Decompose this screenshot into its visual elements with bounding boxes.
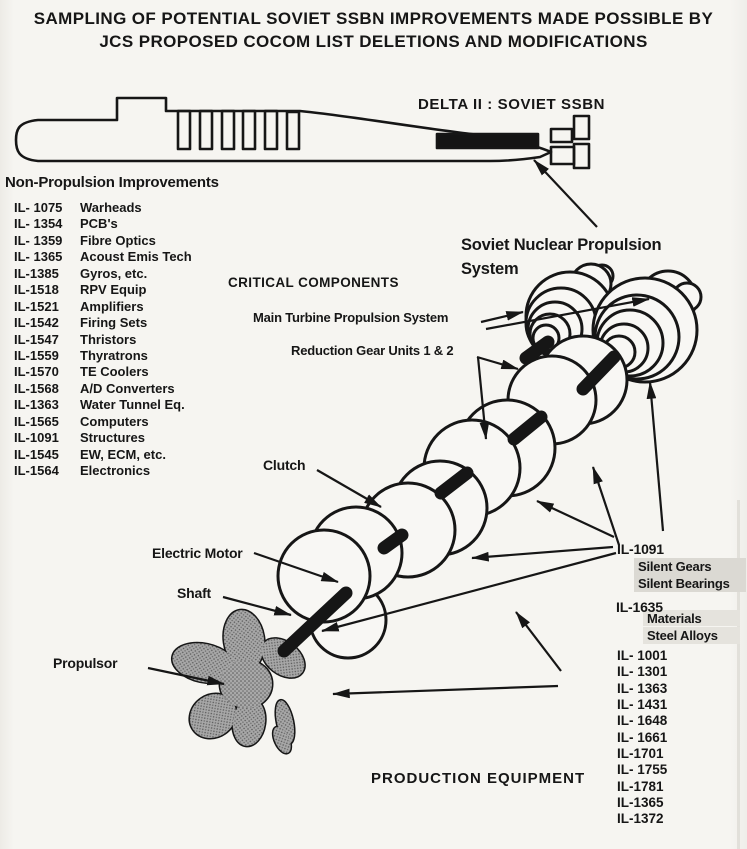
production-equipment-item	[617, 730, 667, 746]
non-propulsion-item	[14, 397, 192, 413]
code: IL-1521	[14, 298, 59, 314]
production-equipment-item	[617, 648, 667, 664]
non-propulsion-item	[14, 447, 192, 463]
code: IL- 1363	[617, 680, 668, 696]
non-propulsion-item	[14, 463, 192, 479]
name: Electronics	[80, 463, 151, 478]
name: Gyros, etc.	[80, 265, 148, 281]
il-1091-item-silent-gears: Silent Gears	[638, 559, 712, 574]
non-propulsion-item	[14, 414, 192, 430]
code: IL-1542	[14, 315, 59, 331]
code: IL-1365	[617, 795, 664, 811]
non-propulsion-item	[14, 348, 192, 364]
il-1091-item-silent-bearings: Silent Bearings	[638, 576, 730, 591]
name: TE Coolers	[80, 364, 149, 380]
stern-rudder-assembly	[551, 116, 589, 168]
non-propulsion-item	[14, 200, 192, 216]
production-equipment-item	[617, 697, 667, 713]
il-1635-code: IL-1635	[616, 599, 663, 615]
arrow-sub-propulsion-section	[534, 160, 597, 227]
name: Water Tunnel Eq.	[80, 397, 185, 413]
name: Thristors	[80, 331, 137, 347]
code: IL-1781	[617, 778, 664, 794]
non-propulsion-item	[14, 282, 192, 298]
non-propulsion-item	[14, 381, 192, 397]
il-1635-item-materials: Materials	[647, 611, 702, 626]
name: Acoust Emis Tech	[80, 249, 192, 265]
shaft-label: Shaft	[177, 585, 212, 601]
soviet-propulsion-label-line1: Soviet Nuclear Propulsion	[461, 236, 662, 254]
code: IL-1570	[14, 364, 59, 380]
reduction-gear-label: Reduction Gear Units 1 & 2	[291, 343, 454, 358]
non-propulsion-item	[14, 299, 192, 315]
code: IL-1091	[14, 430, 59, 446]
code: IL-1547	[14, 331, 59, 347]
code: IL- 1661	[617, 729, 668, 745]
production-equipment-list	[617, 648, 667, 828]
name: Thyratrons	[80, 347, 148, 363]
non-propulsion-item	[14, 233, 192, 249]
non-propulsion-heading: Non-Propulsion Improvements	[5, 174, 219, 191]
arrow-il1001-left	[333, 686, 558, 694]
code: IL- 1301	[617, 664, 668, 680]
arrow-il1091-clutch	[472, 547, 613, 558]
code: IL-1701	[617, 746, 664, 762]
code: IL-1385	[14, 265, 59, 281]
non-propulsion-item	[14, 216, 192, 232]
non-propulsion-item	[14, 315, 192, 331]
code: IL- 1354	[14, 216, 63, 232]
name: RPV Equip	[80, 282, 147, 298]
name: Firing Sets	[80, 315, 148, 331]
arrow-reduction-gear-1	[477, 357, 518, 369]
non-propulsion-item	[14, 430, 192, 446]
name: Warheads	[80, 200, 142, 215]
name: Amplifiers	[80, 298, 144, 314]
name: PCB's	[80, 216, 118, 232]
production-equipment-item	[617, 681, 667, 697]
production-equipment-item	[617, 713, 667, 729]
non-propulsion-item	[14, 249, 192, 265]
code: IL-1545	[14, 446, 59, 462]
propulsor-label: Propulsor	[53, 655, 118, 671]
code: IL-1559	[14, 347, 59, 363]
soviet-propulsion-label-line2: System	[461, 260, 519, 278]
code: IL-1518	[14, 282, 59, 298]
production-equipment-item	[617, 811, 667, 827]
name: EW, ECM, etc.	[80, 446, 166, 462]
il-1091-code: IL-1091	[617, 541, 664, 557]
production-equipment-item	[617, 746, 667, 762]
arrow-main-turbine-short	[481, 312, 523, 322]
code: IL- 1359	[14, 232, 63, 248]
electric-motor-label: Electric Motor	[152, 545, 243, 561]
slide-title-line1: SAMPLING OF POTENTIAL SOVIET SSBN IMPROVEMENTS MADE POSSIBLE BY	[33, 9, 714, 28]
slide-title-line2: JCS PROPOSED COCOM LIST DELETIONS AND MODIFICATIONS	[99, 32, 648, 51]
arrow-il1001-up	[516, 612, 561, 671]
name: Structures	[80, 430, 146, 446]
main-turbine-label: Main Turbine Propulsion System	[253, 310, 449, 325]
production-equipment-item	[617, 664, 667, 680]
propulsion-section-marker	[437, 134, 538, 148]
code: IL-1372	[617, 811, 664, 827]
code: IL- 1365	[14, 249, 63, 265]
code: IL-1363	[14, 397, 59, 413]
arrow-clutch	[317, 470, 381, 507]
clutch-label: Clutch	[263, 457, 306, 473]
il-1635-item-steel-alloys: Steel Alloys	[647, 628, 718, 643]
production-equipment-item	[617, 762, 667, 778]
arrow-il1091-gear2	[537, 501, 614, 537]
code: IL-1565	[14, 413, 59, 429]
missile-tube-hatches	[178, 111, 299, 149]
non-propulsion-list	[14, 200, 192, 479]
arrow-il1091-turbine	[650, 382, 663, 531]
propulsor-blades	[169, 608, 312, 756]
code: IL- 1755	[617, 762, 668, 778]
name: Fibre Optics	[80, 232, 156, 248]
non-propulsion-item	[14, 364, 192, 380]
code: IL-1568	[14, 380, 59, 396]
code: IL- 1431	[617, 697, 668, 713]
production-equipment-heading: PRODUCTION EQUIPMENT	[371, 770, 586, 787]
non-propulsion-item	[14, 332, 192, 348]
non-propulsion-item	[14, 266, 192, 282]
code: IL- 1001	[617, 648, 668, 663]
critical-components-heading: CRITICAL COMPONENTS	[228, 275, 399, 290]
code: IL- 1648	[617, 713, 668, 729]
name: A/D Converters	[80, 380, 175, 396]
name: Computers	[80, 413, 149, 429]
code: IL-1564	[14, 463, 59, 478]
production-equipment-item	[617, 795, 667, 811]
production-equipment-item	[617, 779, 667, 795]
submarine-type-label: DELTA II : SOVIET SSBN	[418, 96, 606, 113]
code: IL- 1075	[14, 200, 63, 215]
